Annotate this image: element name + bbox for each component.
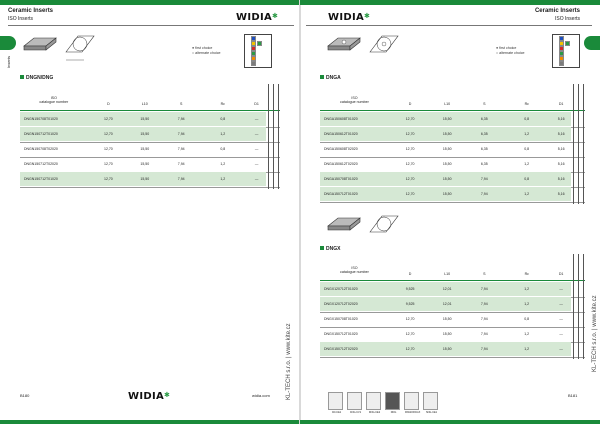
table-cell-l: 15,50 <box>140 117 150 121</box>
table-cell-s: 7,94 <box>177 132 185 136</box>
table-header: D1 <box>558 102 564 106</box>
table-row <box>320 157 571 171</box>
table-cell-d1: 5,16 <box>557 177 565 181</box>
table-header: D <box>408 102 412 106</box>
row-rule <box>20 187 280 188</box>
table-cell-r: 0,8 <box>524 177 530 181</box>
table-header: Rε <box>524 102 529 106</box>
right-page <box>300 0 600 424</box>
side-tab-label: Inserts <box>6 55 11 68</box>
table-row <box>320 187 571 201</box>
legend <box>496 46 525 56</box>
table-header: L10 <box>141 102 148 106</box>
page-title: Ceramic Inserts <box>534 8 580 14</box>
table-cell-s: 7,94 <box>177 177 185 181</box>
page-number: B181 <box>568 393 578 398</box>
vertical-url: KL-TECH s.r.o. | www.kite.cz <box>286 323 292 400</box>
table-header: ISO catalogue number <box>340 96 369 104</box>
footer-web[interactable]: widia.com <box>252 393 270 398</box>
section-tab[interactable] <box>0 36 16 50</box>
table-cell-l: 15,50 <box>442 192 452 196</box>
table-cell-l: 15,50 <box>442 132 452 136</box>
table-cell-code: DNGX150712T02020 <box>324 347 358 351</box>
top-green-bar <box>300 0 600 5</box>
table-cell-r: 0,8 <box>220 117 226 121</box>
table-cell-d: 12,70 <box>104 117 113 121</box>
table-cell-r: 1,2 <box>524 332 530 336</box>
table-cell-code: DNGA150708T01020 <box>324 177 358 181</box>
table-cell-r: 1,2 <box>524 132 530 136</box>
table-cell-r: 1,2 <box>220 177 226 181</box>
table-cell-d1: 5,16 <box>557 147 565 151</box>
table-header: ISO catalogue number <box>340 266 369 274</box>
legend <box>192 46 221 56</box>
table-cell-d: 9,525 <box>405 302 415 306</box>
legend-first-choice: ● first choice <box>192 46 213 50</box>
top-green-bar <box>0 0 300 5</box>
table-row <box>320 172 571 186</box>
page-subtitle: ISO Inserts <box>554 16 580 22</box>
diamond-insert-icon <box>324 214 404 244</box>
table-row <box>320 282 571 296</box>
table-cell-r: 0,8 <box>524 317 530 321</box>
table-header: D1 <box>558 272 564 276</box>
table-cell-d: 12,70 <box>104 147 113 151</box>
table-cell-code: DNGN150708T02020 <box>24 147 58 151</box>
table-cell-s: 7,94 <box>480 192 488 196</box>
table-row <box>320 142 571 156</box>
table-cell-r: 1,2 <box>524 302 530 306</box>
thumbnail-label: DNG <box>390 411 397 414</box>
table-cell-code: DNGA150608T02020 <box>324 147 358 151</box>
page-title: Ceramic Inserts <box>8 8 54 14</box>
table-row <box>320 327 571 341</box>
legend-alternate-choice: ○ alternate choice <box>496 51 525 55</box>
table-header: Rε <box>220 102 225 106</box>
table-cell-s: 6,35 <box>480 162 488 166</box>
grade-column-rule <box>583 254 584 359</box>
thumbnail-dng[interactable] <box>385 392 400 414</box>
thumbnail-label: CNG-CV1 <box>349 411 362 414</box>
table-cell-s: 7,94 <box>480 287 488 291</box>
table-header: S <box>483 272 486 276</box>
header-rule <box>306 25 592 26</box>
grade-column-rule <box>573 84 574 204</box>
table-header: D <box>107 102 110 106</box>
row-rule <box>320 357 585 358</box>
table-cell-s: 6,35 <box>480 132 488 136</box>
table-cell-r: 1,2 <box>524 192 530 196</box>
table-cell-d: 12,70 <box>405 132 415 136</box>
table-cell-d: 9,525 <box>405 287 415 291</box>
grade-matrix <box>552 34 580 68</box>
diamond-insert-icon <box>324 32 404 66</box>
grade-column-rule <box>573 254 574 359</box>
table-cell-l: 15,50 <box>442 177 452 181</box>
table-cell-d1: — <box>559 332 563 336</box>
table-cell-l: 15,50 <box>442 117 452 121</box>
grade-column-rule <box>278 84 279 189</box>
diamond-insert-icon <box>20 32 100 66</box>
table-row <box>20 157 266 171</box>
table-cell-l: 15,50 <box>140 162 150 166</box>
table-cell-r: 1,2 <box>220 132 226 136</box>
table-cell-d: 12,70 <box>405 117 415 121</box>
section-heading: DNGN/DNG <box>20 75 53 81</box>
table-cell-l: 15,50 <box>442 162 452 166</box>
table-cell-s: 7,94 <box>480 332 488 336</box>
table-header: L10 <box>444 272 451 276</box>
brand-logo: WIDIA✱ <box>236 12 279 23</box>
table-header: S <box>179 102 183 106</box>
table-cell-d1: — <box>254 117 259 121</box>
table-cell-l: 12,01 <box>442 302 452 306</box>
table-cell-s: 7,94 <box>480 302 488 306</box>
table-cell-r: 0,8 <box>220 147 226 151</box>
grade-cell-a <box>257 41 262 46</box>
table-cell-d: 12,70 <box>405 147 415 151</box>
table-cell-d: 12,70 <box>104 177 113 181</box>
table-row <box>320 127 571 141</box>
section-heading-a: DNGA <box>320 75 341 81</box>
table-cell-d1: — <box>254 162 259 166</box>
table-cell-code: DNGA150712T01020 <box>324 192 358 196</box>
thumbnail-label: RNGN/RCGX <box>405 411 421 414</box>
table-row <box>320 297 571 311</box>
thumbnail-label: DNG-CE2 <box>368 411 381 414</box>
table-cell-d1: 5,16 <box>557 162 565 166</box>
table-header: ISO catalogue number <box>39 96 69 104</box>
table-cell-d1: 5,16 <box>557 117 565 121</box>
section-heading-b: DNGX <box>320 246 340 252</box>
widia-star-icon: ✱ <box>272 12 279 20</box>
table-row <box>20 172 266 186</box>
table-cell-d: 12,70 <box>405 317 415 321</box>
grade-cell-h <box>559 61 564 66</box>
table-header: S <box>483 102 486 106</box>
table-row <box>20 127 266 141</box>
bottom-green-bar <box>300 420 600 424</box>
widia-star-icon: ✱ <box>164 391 171 399</box>
table-row <box>320 342 571 356</box>
table-cell-d: 12,70 <box>405 332 415 336</box>
table-cell-code: DNGA150612T01020 <box>324 132 358 136</box>
table-cell-d: 12,70 <box>104 132 113 136</box>
table-cell-d1: — <box>254 132 259 136</box>
table-header: L10 <box>444 102 451 106</box>
table-cell-s: 6,35 <box>480 117 488 121</box>
table-cell-s: 7,94 <box>480 347 488 351</box>
table-cell-code: DNGX150712T01020 <box>324 332 358 336</box>
page-number: B180 <box>20 393 30 398</box>
table-cell-l: 15,50 <box>140 132 150 136</box>
legend-first-choice: ● first choice <box>496 46 517 50</box>
table-cell-d1: — <box>559 347 563 351</box>
section-tab[interactable] <box>584 36 600 50</box>
table-cell-s: 7,94 <box>480 177 488 181</box>
table-cell-d: 12,70 <box>104 162 113 166</box>
table-header: D <box>408 272 412 276</box>
footer-logo: WIDIA✱ <box>128 391 171 402</box>
table-cell-d1: — <box>559 287 563 291</box>
table-cell-d1: — <box>254 147 259 151</box>
table-cell-l: 15,50 <box>442 332 452 336</box>
table-cell-l: 15,50 <box>140 147 150 151</box>
table-cell-d: 12,70 <box>405 177 415 181</box>
table-cell-d: 12,70 <box>405 192 415 196</box>
grade-cell-h <box>251 61 256 66</box>
table-cell-r: 1,2 <box>524 162 530 166</box>
table-cell-d: 12,70 <box>405 162 415 166</box>
header-rule <box>8 25 294 26</box>
table-row <box>320 112 571 126</box>
table-row <box>20 112 266 126</box>
table-cell-s: 7,94 <box>480 317 488 321</box>
table-cell-s: 6,35 <box>480 147 488 151</box>
thumbnail-rngn-rcgx[interactable] <box>404 392 421 414</box>
table-cell-code: DNGX150708T01020 <box>324 317 358 321</box>
legend-alternate-choice: ○ alternate choice <box>192 51 221 55</box>
table-cell-code: DNGN150712T01020 <box>24 177 58 181</box>
brand-logo: WIDIA✱ <box>328 12 371 23</box>
grade-matrix <box>244 34 272 68</box>
table-cell-code: DNGX120712T02020 <box>324 302 358 306</box>
thumbnail-dng-ce2[interactable] <box>366 392 381 414</box>
table-cell-code: DNGN150712T02020 <box>24 162 58 166</box>
thumbnail-label: SNG-CE1 <box>425 411 438 414</box>
grade-column-rule <box>578 254 579 359</box>
grade-cell-a <box>565 41 570 46</box>
page-subtitle: ISO Inserts <box>8 16 34 22</box>
table-cell-code: DNGN150708T01020 <box>24 117 58 121</box>
table-cell-d1: 5,16 <box>557 192 565 196</box>
table-cell-r: 0,8 <box>524 117 530 121</box>
table-cell-d1: — <box>254 177 259 181</box>
table-cell-l: 12,01 <box>442 287 452 291</box>
table-cell-d: 12,70 <box>405 347 415 351</box>
table-cell-code: DNGX120712T01020 <box>324 287 358 291</box>
header-rule <box>20 110 280 111</box>
bottom-green-bar <box>0 420 300 424</box>
table-cell-l: 15,50 <box>442 347 452 351</box>
table-cell-r: 0,8 <box>524 147 530 151</box>
table-cell-l: 15,50 <box>442 317 452 321</box>
row-rule <box>320 202 585 203</box>
table-row <box>320 312 571 326</box>
table-cell-d1: — <box>559 302 563 306</box>
table-cell-r: 1,2 <box>220 162 226 166</box>
table-cell-r: 1,2 <box>524 347 530 351</box>
table-cell-code: DNGA150608T01020 <box>324 117 358 121</box>
table-cell-l: 15,50 <box>442 147 452 151</box>
table-row <box>20 142 266 156</box>
thumbnail-cd-ce1[interactable] <box>328 392 343 414</box>
table-cell-s: 7,94 <box>177 147 185 151</box>
thumbnail-sng-ce1[interactable] <box>423 392 438 414</box>
grade-column-rule <box>273 84 274 189</box>
thumbnail-cng-cv1[interactable] <box>347 392 362 414</box>
table-cell-code: DNGN150712T01020 <box>24 132 58 136</box>
header-rule <box>320 110 585 111</box>
table-header: D1 <box>254 102 259 106</box>
table-header: Rε <box>524 272 529 276</box>
table-cell-code: DNGA150612T02020 <box>324 162 358 166</box>
table-cell-r: 1,2 <box>524 287 530 291</box>
table-cell-s: 7,94 <box>177 117 185 121</box>
vertical-url: KL-TECH s.r.o. | www.kite.cz <box>592 295 598 372</box>
table-cell-s: 7,94 <box>177 162 185 166</box>
widia-star-icon: ✱ <box>364 12 371 20</box>
table-cell-l: 15,50 <box>140 177 150 181</box>
grade-column-rule <box>578 84 579 204</box>
table-cell-d1: — <box>559 317 563 321</box>
grade-column-rule <box>268 84 269 189</box>
table-cell-d1: 5,16 <box>557 132 565 136</box>
header-rule <box>320 280 585 281</box>
grade-column-rule <box>583 84 584 204</box>
thumbnail-label: CD-CE1 <box>331 411 342 414</box>
